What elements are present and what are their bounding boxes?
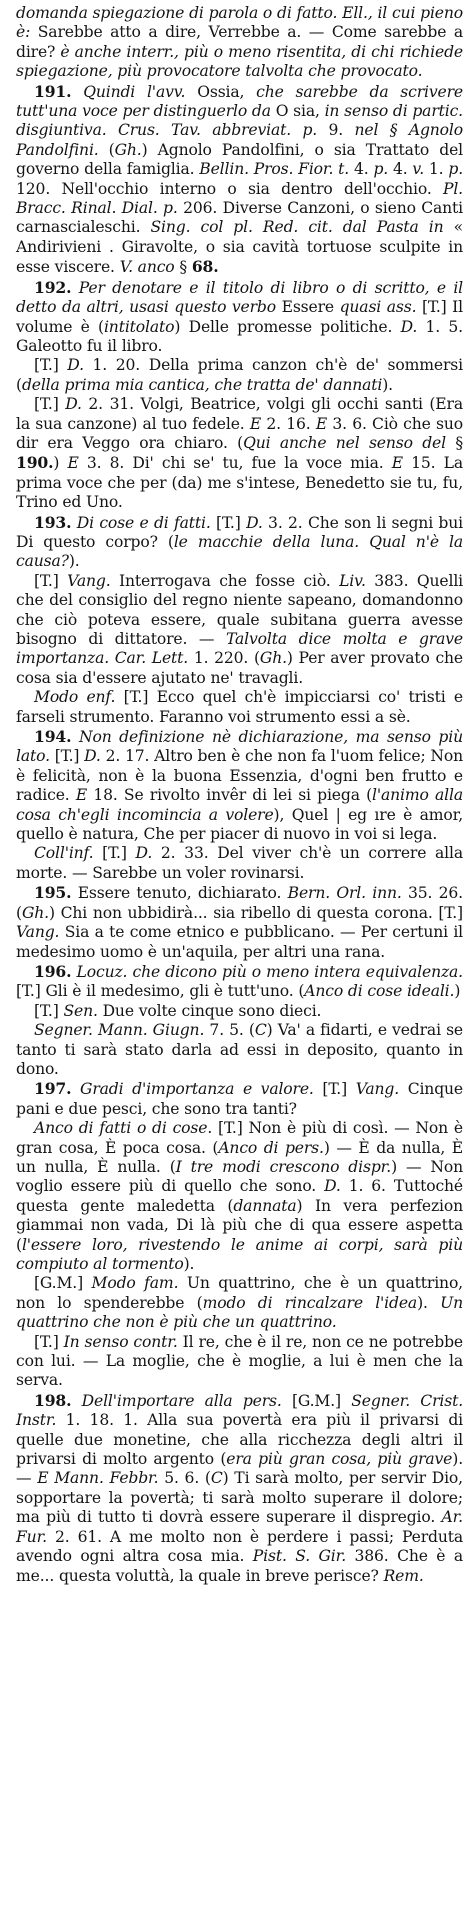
body-text: 15. La prima voce che per (da) me s'intese, Benedetto sie tu, fu, Trino ed Uno. [16,454,463,512]
body-text: ) Per aver provato che cosa sia d'essere ajutato ne' travagli. [16,649,463,687]
body-text: ). [382,375,393,394]
body-text: Il re, che è il re, non ce ne potrebbe con lui. — La moglie, che è moglie, a lui è men che la serva. [16,1332,463,1390]
entry-paragraph [16,572,463,688]
body-text: 3. 6. Ciò che suo dir era Veggo ora chiaro. ( [16,414,463,452]
italic-text: domanda spiegazione di parola o di fatto. Ell., [16,4,378,22]
italic-text: v. [412,160,425,179]
body-text: ) Ti sarà molto, per servir Dio, sopportare la povertà; ti sarà molto superare il dolore; ma più di tutto ti dovrà essere superare il dispregio. [16,1469,463,1527]
italic-text: Vang. [67,571,111,590]
body-text: Sarebbe atto a dire, Verrebbe a. — Come sarebbe a dire? [16,23,463,61]
section-number: 190. [16,453,54,473]
italic-text: Dell'importare alla pers. [71,1391,282,1410]
body-text: Essere [276,298,340,317]
body-text: Interrogava che fosse ciò. [110,571,340,590]
body-text: 7. 5. ( [204,1021,255,1040]
body-text: 1. 5. Galeotto fu il libro. [16,317,463,355]
italic-text: E [67,454,79,473]
italic-text: Gh. [259,649,287,668]
body-text: [G.M.] [281,1391,352,1410]
body-text: [T.] Non è più di così. — Non è gran cosa, È poca cosa. ( [16,1119,464,1157]
body-text: ( [98,140,115,159]
italic-text: Anco di pers. [218,1138,324,1157]
italic-text: Non definizione nè dichiarazione, ma senso più lato. [16,728,463,766]
body-text: ) Delle promesse politiche. [174,317,401,336]
body-text: [T.] [93,844,136,863]
italic-text: E [249,414,262,433]
italic-text: Gradi d'importanza e valore. [71,1080,314,1099]
section-number: 192. [34,277,72,297]
body-text: 1. 6. Tuttoché questa gente maledetta ( [16,1177,464,1215]
italic-text: Quindi l'avv. [71,82,186,101]
body-text: 2. 17. Altro ben è che non fa l'uom felice; Non è felicità, non è la buona Essenzia, d'ogni ben frutto e radice. [16,747,463,805]
body-text: ) In vera perfezion giammai non vada, Di là più che di qua essere aspetta ( [16,1196,463,1254]
entry-paragraph [16,1391,463,1586]
body-text: ). [183,1255,195,1273]
body-text: [T.] Gli è il medesimo, gli è tutt'uno. ( [16,982,305,1001]
entry-paragraph [16,82,463,278]
section-number: 194. [34,727,72,747]
italic-text: il cui pieno è: [16,4,464,42]
body-text: 3. 8. Di' chi se' tu, fue la voce mia. [78,454,392,473]
italic-text: D. [246,513,263,532]
body-text: 1. 18. 1. Alla sua povertà era più il privarsi di quelle due monetine, che alla ricchezza degli altri il privarsi di molto argento ( [16,1411,463,1469]
italic-text: Bellin. Pros. Fior. t. [199,160,350,179]
body-text: Cinque pani e due pesci, che sono tra tanti? [16,1080,464,1118]
italic-text: Gh. [114,140,142,159]
entry-paragraph [16,395,463,512]
body-text: ). [417,1293,441,1312]
italic-text: che sarebbe da scrivere tutt'una voce per distinguerlo da [16,82,464,121]
body-text: § [445,433,463,452]
body-text: 5. 6. ( [158,1469,211,1488]
italic-text: in senso di partic. disgiuntiva. Crus. Tav. abbreviat. p. [16,102,463,140]
section-number: 193. [34,512,72,532]
body-text: O sia, [270,102,325,121]
italic-text: E [391,454,403,473]
body-text: [T.] [313,1080,356,1099]
italic-text: Segner. Crist. Instr. [16,1391,464,1430]
body-text: [T.] [34,356,68,375]
body-text: [T.] [49,747,85,766]
body-text: Un quattrino, che è un quattrino, non lo spenderebbe ( [16,1274,463,1312]
entry-paragraph [16,278,463,357]
body-text: [G.M.] [34,1274,92,1293]
italic-text: D. [135,844,153,863]
entry-paragraph [16,1002,463,1021]
entry-paragraph [16,1119,463,1274]
body-text: ) Va' a fidarti, e vedrai se tanto ti sarà stato darla ad essi in deposito, quanto in dono. [16,1021,464,1078]
italic-text: D. [65,395,82,414]
body-text: [T.] [34,395,66,414]
section-number: 68. [191,257,219,277]
italic-text: In senso contr. [63,1332,178,1351]
italic-text: l'animo alla cosa ch'egli incomincia a volere [16,786,463,824]
italic-text: Coll'inf. [34,844,94,863]
body-text: 18. Se rivolto invêr di lei si piega ( [87,786,373,805]
italic-text: Bern. Orl. inn. [287,884,402,903]
italic-text: D. [67,356,84,375]
italic-text: p. [448,160,464,179]
body-text: [T.] [34,1001,64,1020]
italic-text: era più gran cosa, più grave [226,1450,453,1469]
body-text: [T.] Il volume è ( [16,298,464,336]
body-text: ) Agnolo Pandolfini, o sia Trattato del governo della famiglia. [16,140,463,179]
body-text: 4. [388,160,413,179]
section-number: 196. [34,961,72,981]
italic-text: Segner. Mann. Giugn. [34,1021,205,1040]
body-text: [T.] [34,571,68,590]
entry-paragraph [16,844,463,883]
entry-paragraph [16,1079,463,1119]
body-text: ), Quel | eg ıre è amor, quello è natura, Che per piacer di nuovo in voi si lega. [16,805,463,844]
body-text: 2. 16. [261,414,316,433]
italic-text: dannata [233,1196,297,1215]
entry-paragraph [16,962,463,1002]
italic-text: Modo enf. [34,688,116,707]
body-text: 386. Che è a me... questa voluttà, la quale in breve perisce? [16,1547,463,1585]
italic-text: Sen. [63,1001,98,1020]
italic-text: D. [84,747,101,766]
italic-text: Anco di fatti o di cose. [34,1119,213,1138]
body-text: [T.] [34,1332,64,1351]
entry-paragraph [16,1021,463,1079]
section-number: 198. [34,1390,72,1410]
body-text: ). — [16,1450,464,1488]
entry-paragraph [16,4,463,82]
italic-text: Pist. S. Gir. [252,1547,347,1566]
italic-text: Un quattrino che non è più che un quattrino. [16,1293,463,1332]
entry-paragraph [16,883,463,962]
body-text: 120. Nell'occhio interno o sia dentro dell'occhio. [16,179,443,198]
italic-text: Pl. Bracc. Rinal. Dial. p. [16,179,463,218]
body-text: 1. 20. Della prima canzon ch'è de' sommersi ( [16,356,463,394]
italic-text: D. [324,1177,341,1196]
italic-text: Modo fam. [91,1274,179,1293]
body-text: « Andirivieni . Giravolte, o sia cavità tortuose sculpite in esse viscere. [16,218,463,277]
italic-text: V. anco [119,258,175,277]
body-text: ) [53,454,68,473]
body-text: 206. Diverse Canzoni, o sieno Canti carnascialeschi. [16,199,464,237]
italic-text: Vang. [355,1080,400,1099]
entry-paragraph [16,356,463,395]
italic-text: modo di rincalzare l'idea [202,1293,418,1312]
italic-text: D. [400,317,418,336]
body-text: 35. 26. ( [16,884,463,922]
body-text: 2. 61. A me molto non è perdere i passi; Perduta avendo ogni altra cosa mia. [16,1527,463,1566]
italic-text: le macchie della luna. Qual n'è la causa? [16,532,463,571]
italic-text: p. [373,160,389,179]
body-text: ). [68,552,80,571]
section-number: 197. [34,1079,72,1099]
italic-text: Liv. [339,571,366,590]
italic-text: nel § Agnolo Pandolfini. [16,121,463,159]
body-text: 1. [424,160,449,179]
italic-text: della prima mia cantica, che tratta de' dannati [21,375,383,394]
body-text: 2. 31. Volgi, Beatrice, volgi gli occhi santi (Era la sua canzone) al tuo fedele. [16,395,463,433]
body-text: ) — Non voglio essere più di quello che sono. [16,1157,463,1196]
italic-text: quasi ass. [339,298,417,317]
italic-text: Gh. [21,903,49,922]
body-text: ) [454,982,461,1001]
entry-paragraph [16,727,463,844]
body-text: Due volte cinque sono dieci. [97,1001,322,1020]
italic-text: I tre modi crescono dispr. [175,1157,392,1176]
body-text: Essere tenuto, dichiarato. [71,884,288,903]
section-number: 191. [34,81,72,101]
body-text: § [174,258,192,277]
body-text: ) Chi non ubbidirà... sia ribello di questa corona. [T.] [48,903,463,922]
entry-paragraph [16,1274,463,1332]
body-text: 383. Quelli che del consiglio del regno niente sapeano, domandonno che ciò poteva essere, quale subitana guerra avesse bisogno di dittatore. — [16,571,463,648]
italic-text: C [210,1469,223,1488]
body-text: 2. 33. Del viver ch'è un correre alla morte. — Sarebbe un voler rovinarsi. [16,844,464,882]
body-text: 1. 220. ( [188,649,260,668]
body-text: [T.] [210,513,247,532]
italic-text: Qui anche nel senso del [243,433,446,452]
italic-text: E [75,786,88,805]
section-number: 195. [34,883,72,903]
body-text: 4. [349,160,374,179]
italic-text: Ar. Fur. [16,1508,463,1546]
italic-text: E Mann. Febbr. [37,1469,159,1488]
italic-text: Vang. [16,923,60,942]
body-text: 9. [317,121,355,140]
italic-text: Talvolta dice molta e grave importanza. Car. Lett. [16,630,463,668]
body-text: Ossia, [185,82,257,101]
entry-paragraph [16,688,463,727]
italic-text: è anche interr., più o meno risentita, di chi richiede spiegazione, più provocatore talvolta che provocato. [16,42,463,81]
italic-text: Anco di cose ideali. [304,982,455,1001]
entry-paragraph [16,513,463,572]
italic-text: Locuz. che dicono più o meno intera equivalenza. [71,962,463,981]
body-text: Sia a te come etnico e pubblicano. — Per certuni il medesimo uomo è un'aquila, per altri una rana. [16,923,463,961]
body-text: 3. 2. Che son li segni bui Di questo corpo? ( [16,513,463,551]
italic-text: Rem. [383,1566,424,1585]
body-text: [T.] Ecco quel ch'è impicciarsi co' tristi e farseli strumento. Faranno voi strumento essi a sè. [16,688,463,726]
body-text: ) — È da nulla, È un nulla, È nulla. ( [16,1138,464,1176]
entry-paragraph [16,1333,463,1391]
italic-text: E [315,414,328,433]
italic-text: Per denotare e il titolo di libro o di scritto, e il detto da altri, usasi questo verbo [16,278,463,317]
italic-text: C [254,1021,267,1040]
italic-text: intitolato [103,317,175,336]
italic-text: l'essere loro, rivestendo le anime ai corpi, sarà più compiuto al tormento [16,1235,463,1273]
italic-text: Di cose e di fatti. [71,513,211,532]
italic-text: Sing. col pl. Red. cit. dal Pasta in [150,218,444,237]
